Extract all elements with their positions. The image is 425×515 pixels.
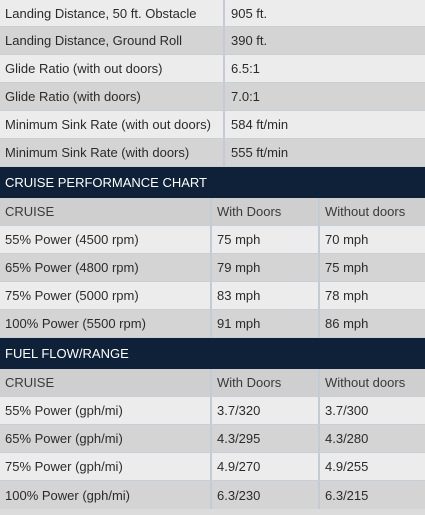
column-header: CRUISE bbox=[0, 369, 212, 396]
table-cell: 75% Power (5000 rpm) bbox=[0, 282, 212, 309]
table-cell: 4.9/255 bbox=[325, 459, 369, 474]
table-cell: 4.3/280 bbox=[325, 431, 369, 446]
table-row bbox=[0, 282, 425, 310]
table-cell: 78 mph bbox=[325, 288, 369, 303]
spec-label: Landing Distance, 50 ft. Obstacle bbox=[0, 0, 225, 26]
table-cell: 6.3/230 bbox=[212, 481, 320, 509]
column-header: Without doors bbox=[325, 204, 406, 219]
table-cell: 75% Power (gph/mi) bbox=[0, 453, 212, 480]
table-header-row bbox=[0, 369, 425, 397]
spec-value: 6.5:1 bbox=[231, 61, 260, 76]
table-cell: 91 mph bbox=[212, 310, 320, 337]
spec-label: Minimum Sink Rate (with out doors) bbox=[0, 111, 225, 138]
table-cell: 75 mph bbox=[325, 260, 369, 275]
table-cell: 86 mph bbox=[325, 316, 369, 331]
spec-value: 584 ft/min bbox=[231, 117, 289, 132]
table-cell: 100% Power (gph/mi) bbox=[0, 481, 212, 509]
table-cell: 79 mph bbox=[212, 254, 320, 281]
table-row bbox=[0, 111, 425, 139]
table-row bbox=[0, 83, 425, 111]
column-header: Without doors bbox=[325, 375, 406, 390]
spec-value: 905 ft. bbox=[231, 5, 268, 21]
table-header-row bbox=[0, 198, 425, 226]
cruise-table bbox=[0, 198, 425, 338]
table-row bbox=[0, 425, 425, 453]
landing-table bbox=[0, 0, 425, 167]
table-cell: 6.3/215 bbox=[325, 487, 369, 503]
table-row bbox=[0, 27, 425, 55]
table-cell: 75 mph bbox=[212, 226, 320, 253]
spec-value: 390 ft. bbox=[231, 33, 268, 48]
spec-value: 555 ft/min bbox=[231, 145, 289, 160]
fuel-table bbox=[0, 369, 425, 509]
table-cell: 55% Power (4500 rpm) bbox=[0, 226, 212, 253]
table-cell: 65% Power (gph/mi) bbox=[0, 425, 212, 452]
table-row bbox=[0, 0, 425, 27]
spec-label: Minimum Sink Rate (with doors) bbox=[0, 139, 225, 166]
spec-label: Landing Distance, Ground Roll bbox=[0, 27, 225, 54]
column-header: With Doors bbox=[212, 198, 320, 225]
section-title-fuel: FUEL FLOW/RANGE bbox=[0, 338, 425, 369]
table-row bbox=[0, 397, 425, 425]
table-cell: 83 mph bbox=[212, 282, 320, 309]
table-cell: 3.7/320 bbox=[212, 397, 320, 424]
table-cell: 70 mph bbox=[325, 232, 369, 247]
table-cell: 4.3/295 bbox=[212, 425, 320, 452]
table-cell: 55% Power (gph/mi) bbox=[0, 397, 212, 424]
table-row bbox=[0, 481, 425, 509]
table-row bbox=[0, 226, 425, 254]
table-row bbox=[0, 453, 425, 481]
table-cell: 100% Power (5500 rpm) bbox=[0, 310, 212, 337]
table-cell: 65% Power (4800 rpm) bbox=[0, 254, 212, 281]
table-row bbox=[0, 55, 425, 83]
section-title-cruise: CRUISE PERFORMANCE CHART bbox=[0, 167, 425, 198]
table-cell: 3.7/300 bbox=[325, 403, 369, 418]
spec-label: Glide Ratio (with out doors) bbox=[0, 55, 225, 82]
column-header: With Doors bbox=[212, 369, 320, 396]
table-row bbox=[0, 254, 425, 282]
table-row bbox=[0, 139, 425, 167]
spec-label: Glide Ratio (with doors) bbox=[0, 83, 225, 110]
spec-value: 7.0:1 bbox=[231, 89, 260, 104]
table-cell: 4.9/270 bbox=[212, 453, 320, 480]
table-row bbox=[0, 310, 425, 338]
column-header: CRUISE bbox=[0, 198, 212, 225]
